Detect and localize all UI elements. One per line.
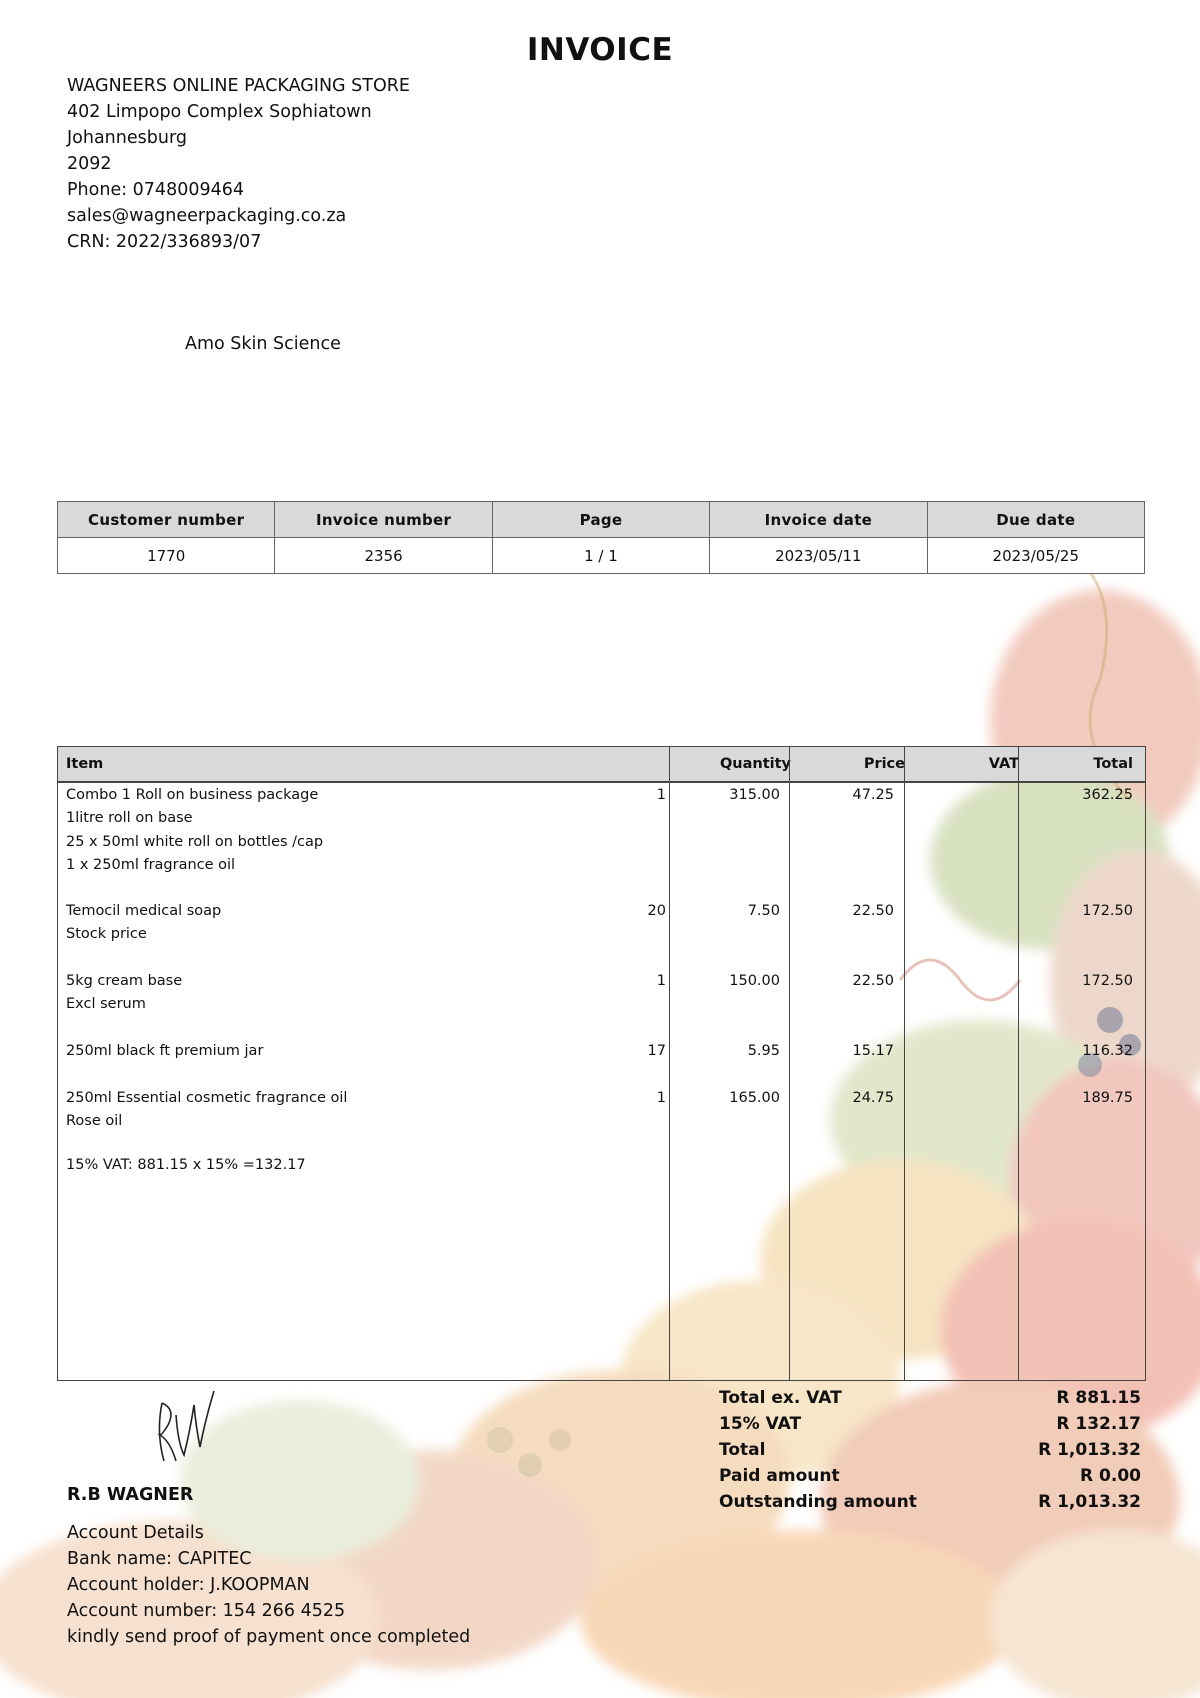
item-line: 1 x 250ml fragrance oil <box>66 856 236 873</box>
total-value: R 881.15 <box>1056 1388 1141 1408</box>
item-total: 116.32 <box>1082 1043 1133 1059</box>
item-line: Temocil medical soap <box>66 903 222 919</box>
item-line: 5kg cream base <box>66 973 183 989</box>
totals-summary <box>719 1385 1141 1515</box>
item-line: Rose oil <box>66 1113 123 1130</box>
column-divider <box>1018 747 1019 1380</box>
seller-city: Johannesburg <box>67 128 187 148</box>
header-item: Item <box>66 756 104 772</box>
invoice-number: 2356 <box>275 538 492 574</box>
item-vat: 22.50 <box>852 903 894 919</box>
item-quantity: 17 <box>647 1043 666 1059</box>
signature-image <box>150 1385 230 1465</box>
signer-name: R.B WAGNER <box>67 1485 194 1505</box>
item-vat: 47.25 <box>852 787 894 803</box>
customer-number: 1770 <box>58 538 275 574</box>
header-total: Total <box>1093 756 1133 772</box>
total-ex-vat-row <box>719 1385 1141 1411</box>
item-quantity: 20 <box>647 903 666 919</box>
page-number: 1 / 1 <box>492 538 709 574</box>
account-holder: Account holder: J.KOOPMAN <box>67 1575 310 1595</box>
bank-name: Bank name: CAPITEC <box>67 1549 252 1569</box>
due-date: 2023/05/25 <box>927 538 1144 574</box>
item-vat: 22.50 <box>852 973 894 989</box>
item-line: Combo 1 Roll on business package <box>66 787 319 803</box>
item-line: Stock price <box>66 926 147 943</box>
seller-address-block <box>67 73 410 255</box>
item-quantity: 1 <box>656 973 666 989</box>
item-price: 5.95 <box>747 1043 780 1059</box>
meta-header-due-date: Due date <box>927 502 1144 538</box>
total-label: 15% VAT <box>719 1414 802 1434</box>
item-line: 25 x 50ml white roll on bottles /cap <box>66 833 324 850</box>
account-number: Account number: 154 266 4525 <box>67 1601 346 1621</box>
total-label: Outstanding amount <box>719 1492 917 1512</box>
seller-phone: Phone: 0748009464 <box>67 180 245 200</box>
payment-note: kindly send proof of payment once completed <box>67 1627 471 1647</box>
column-divider <box>669 747 670 1380</box>
item-total: 189.75 <box>1082 1090 1133 1106</box>
item-total: 172.50 <box>1082 903 1133 919</box>
item-line: 1litre roll on base <box>66 810 193 827</box>
item-description <box>66 784 323 877</box>
total-row <box>719 1437 1141 1463</box>
item-vat: 15.17 <box>852 1043 894 1059</box>
item-description <box>66 1087 347 1134</box>
meta-header-page: Page <box>492 502 709 538</box>
seller-name: WAGNEERS ONLINE PACKAGING STORE <box>67 76 410 96</box>
outstanding-amount-row <box>719 1489 1141 1515</box>
item-vat: 24.75 <box>852 1090 894 1106</box>
line-items-header <box>58 747 1145 783</box>
item-price: 165.00 <box>729 1090 780 1106</box>
item-price: 150.00 <box>729 973 780 989</box>
item-description <box>66 1040 263 1063</box>
total-value: R 1,013.32 <box>1038 1492 1141 1512</box>
item-quantity: 1 <box>656 787 666 803</box>
line-items-table <box>57 746 1146 1381</box>
item-total: 362.25 <box>1082 787 1133 803</box>
header-price: Price <box>863 756 905 772</box>
paid-amount-row <box>719 1463 1141 1489</box>
item-line: 250ml black ft premium jar <box>66 1043 264 1059</box>
total-value: R 1,013.32 <box>1038 1440 1141 1460</box>
item-quantity: 1 <box>656 1090 666 1106</box>
header-quantity: Quantity <box>719 756 791 772</box>
total-label: Total <box>719 1440 766 1460</box>
seller-address: 402 Limpopo Complex Sophiatown <box>67 102 372 122</box>
seller-email: sales@wagneerpackaging.co.za <box>67 206 347 226</box>
item-line: Excl serum <box>66 996 146 1013</box>
total-value: R 132.17 <box>1056 1414 1141 1434</box>
total-label: Total ex. VAT <box>719 1388 842 1408</box>
seller-crn: CRN: 2022/336893/07 <box>67 232 262 252</box>
item-price: 7.50 <box>747 903 780 919</box>
bank-heading: Account Details <box>67 1523 204 1543</box>
total-value: R 0.00 <box>1080 1466 1141 1486</box>
column-divider <box>789 747 790 1380</box>
column-divider <box>904 747 905 1380</box>
meta-header-customer-number: Customer number <box>58 502 275 538</box>
item-description <box>66 900 221 947</box>
customer-name: Amo Skin Science <box>185 334 341 354</box>
meta-header-invoice-number: Invoice number <box>275 502 492 538</box>
header-vat: VAT <box>988 756 1019 772</box>
item-description <box>66 970 182 1017</box>
document-title: INVOICE <box>526 32 674 68</box>
invoice-meta-table <box>57 501 1145 574</box>
bank-details <box>67 1520 470 1650</box>
item-price: 315.00 <box>729 787 780 803</box>
item-line: 250ml Essential cosmetic fragrance oil <box>66 1090 348 1106</box>
vat-row <box>719 1411 1141 1437</box>
item-total: 172.50 <box>1082 973 1133 989</box>
vat-calculation-note: 15% VAT: 881.15 x 15% =132.17 <box>66 1157 306 1173</box>
seller-postal-code: 2092 <box>67 154 112 174</box>
invoice-date: 2023/05/11 <box>710 538 927 574</box>
meta-header-invoice-date: Invoice date <box>710 502 927 538</box>
total-label: Paid amount <box>719 1466 840 1486</box>
